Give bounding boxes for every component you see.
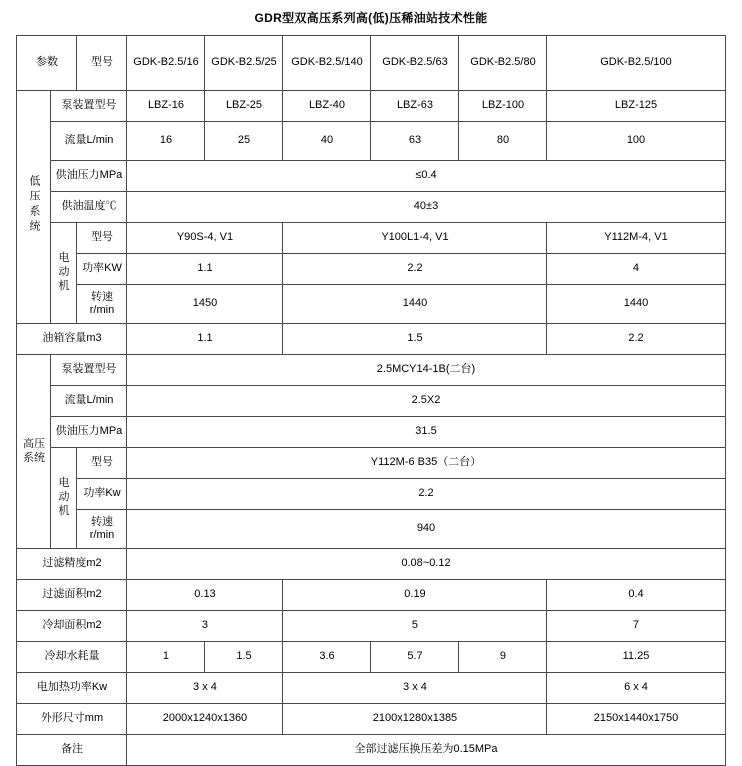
table-row [17, 223, 725, 254]
cooling-water-1: 1.5 [205, 642, 283, 673]
lp-flow-2: 40 [283, 122, 371, 161]
header-param-label: 参数 [17, 36, 77, 91]
lp-oil-pressure-value: ≤0.4 [127, 161, 725, 192]
table-row [17, 642, 725, 673]
table-row [17, 417, 725, 448]
table-row [17, 36, 725, 91]
table-row [17, 580, 725, 611]
table-row [17, 386, 725, 417]
table-row [17, 611, 725, 642]
header-model-5: GDK-B2.5/100 [547, 36, 725, 91]
row-label-motor-power: 功率KW [77, 254, 127, 285]
cooling-water-0: 1 [127, 642, 205, 673]
lp-motor-power-1: 2.2 [283, 254, 547, 285]
lp-flow-0: 16 [127, 122, 205, 161]
cooling-area-1: 5 [283, 611, 547, 642]
header-model-2: GDK-B2.5/140 [283, 36, 371, 91]
filter-area-2: 0.4 [547, 580, 725, 611]
table-row [17, 254, 725, 285]
row-label-motor-speed [77, 285, 127, 324]
lp-pump-model-3: LBZ-63 [371, 91, 459, 122]
hp-pump-model-value: 2.5MCY14-1B(二台) [127, 355, 725, 386]
row-label-hp-flow: 流量L/min [51, 386, 127, 417]
cooling-water-5: 11.25 [547, 642, 725, 673]
table-row [17, 704, 725, 735]
filter-precision-value: 0.08~0.12 [127, 549, 725, 580]
table-row [17, 161, 725, 192]
dimensions-1: 2100x1280x1385 [283, 704, 547, 735]
table-row [17, 510, 725, 549]
hp-motor-speed-value: 940 [127, 510, 725, 549]
motor-speed-label-line1: 转速 [90, 291, 113, 304]
tank-capacity-0: 1.1 [127, 324, 283, 355]
lp-flow-3: 63 [371, 122, 459, 161]
table-row [17, 549, 725, 580]
row-label-filter-precision: 过滤精度m2 [17, 549, 127, 580]
lp-motor-power-0: 1.1 [127, 254, 283, 285]
cooling-area-2: 7 [547, 611, 725, 642]
table-row [17, 192, 725, 223]
lp-flow-5: 100 [547, 122, 725, 161]
row-label-motor-model: 型号 [77, 223, 127, 254]
row-label-hp-pump-model: 泵装置型号 [51, 355, 127, 386]
page-title: GDR型双高压系列高(低)压稀油站技术性能 [254, 11, 488, 25]
lp-motor-speed-2: 1440 [547, 285, 725, 324]
table-row [17, 355, 725, 386]
row-label-dimensions: 外形尺寸mm [17, 704, 127, 735]
dimensions-2: 2150x1440x1750 [547, 704, 725, 735]
row-label-oil-pressure: 供油压力MPa [51, 161, 127, 192]
lp-flow-4: 80 [459, 122, 547, 161]
row-label-heater-power: 电加热功率Kw [17, 673, 127, 704]
table-row [17, 448, 725, 479]
lp-pump-model-4: LBZ-100 [459, 91, 547, 122]
cooling-water-2: 3.6 [283, 642, 371, 673]
specification-table [16, 35, 725, 766]
row-label-cooling-area: 冷却面积m2 [17, 611, 127, 642]
lp-pump-model-0: LBZ-16 [127, 91, 205, 122]
row-label-pump-model: 泵装置型号 [51, 91, 127, 122]
hp-oil-pressure-value: 31.5 [127, 417, 725, 448]
section-label-high-pressure: 高压系统 [17, 355, 51, 549]
remark-value: 全部过滤压换压差为0.15MPa [127, 735, 725, 766]
lp-motor-model-2: Y112M-4, V1 [547, 223, 725, 254]
row-label-filter-area: 过滤面积m2 [17, 580, 127, 611]
lp-pump-model-2: LBZ-40 [283, 91, 371, 122]
table-row [17, 91, 725, 122]
hp-motor-model-value: Y112M-6 B35（二台） [127, 448, 725, 479]
motor-speed-label-line2: r/min [89, 304, 115, 316]
row-label-tank-capacity: 油箱容量m3 [17, 324, 127, 355]
row-label-hp-oil-pressure: 供油压力MPa [51, 417, 127, 448]
hp-motor-speed-label-line2: r/min [89, 529, 115, 541]
lp-pump-model-5: LBZ-125 [547, 91, 725, 122]
lp-oil-temp-value: 40±3 [127, 192, 725, 223]
row-label-remark: 备注 [17, 735, 127, 766]
row-label-hp-motor: 电动机 [51, 448, 77, 549]
table-row [17, 324, 725, 355]
filter-area-0: 0.13 [127, 580, 283, 611]
heater-power-2: 6 x 4 [547, 673, 725, 704]
table-row [17, 673, 725, 704]
lp-motor-power-2: 4 [547, 254, 725, 285]
row-label-flow: 流量L/min [51, 122, 127, 161]
cooling-water-3: 5.7 [371, 642, 459, 673]
hp-flow-value: 2.5X2 [127, 386, 725, 417]
row-label-cooling-water: 冷却水耗量 [17, 642, 127, 673]
lp-motor-speed-1: 1440 [283, 285, 547, 324]
row-label-motor: 电动机 [51, 223, 77, 324]
dimensions-0: 2000x1240x1360 [127, 704, 283, 735]
heater-power-1: 3 x 4 [283, 673, 547, 704]
header-model-3: GDK-B2.5/63 [371, 36, 459, 91]
row-label-hp-motor-power: 功率Kw [77, 479, 127, 510]
row-label-hp-motor-speed [77, 510, 127, 549]
lp-motor-model-0: Y90S-4, V1 [127, 223, 283, 254]
filter-area-1: 0.19 [283, 580, 547, 611]
header-model-0: GDK-B2.5/16 [127, 36, 205, 91]
tank-capacity-2: 2.2 [547, 324, 725, 355]
row-label-oil-temp: 供油温度℃ [51, 192, 127, 223]
cooling-area-0: 3 [127, 611, 283, 642]
header-model-label: 型号 [77, 36, 127, 91]
header-model-4: GDK-B2.5/80 [459, 36, 547, 91]
header-model-1: GDK-B2.5/25 [205, 36, 283, 91]
table-row [17, 285, 725, 324]
lp-pump-model-1: LBZ-25 [205, 91, 283, 122]
row-label-hp-motor-model: 型号 [77, 448, 127, 479]
table-row [17, 122, 725, 161]
cooling-water-4: 9 [459, 642, 547, 673]
tank-capacity-1: 1.5 [283, 324, 547, 355]
table-row [17, 735, 725, 766]
lp-motor-speed-0: 1450 [127, 285, 283, 324]
section-label-low-pressure: 低压系统 [17, 91, 51, 324]
hp-motor-power-value: 2.2 [127, 479, 725, 510]
lp-flow-1: 25 [205, 122, 283, 161]
hp-motor-speed-label-line1: 转速 [90, 516, 113, 529]
heater-power-0: 3 x 4 [127, 673, 283, 704]
table-row [17, 479, 725, 510]
lp-motor-model-1: Y100L1-4, V1 [283, 223, 547, 254]
